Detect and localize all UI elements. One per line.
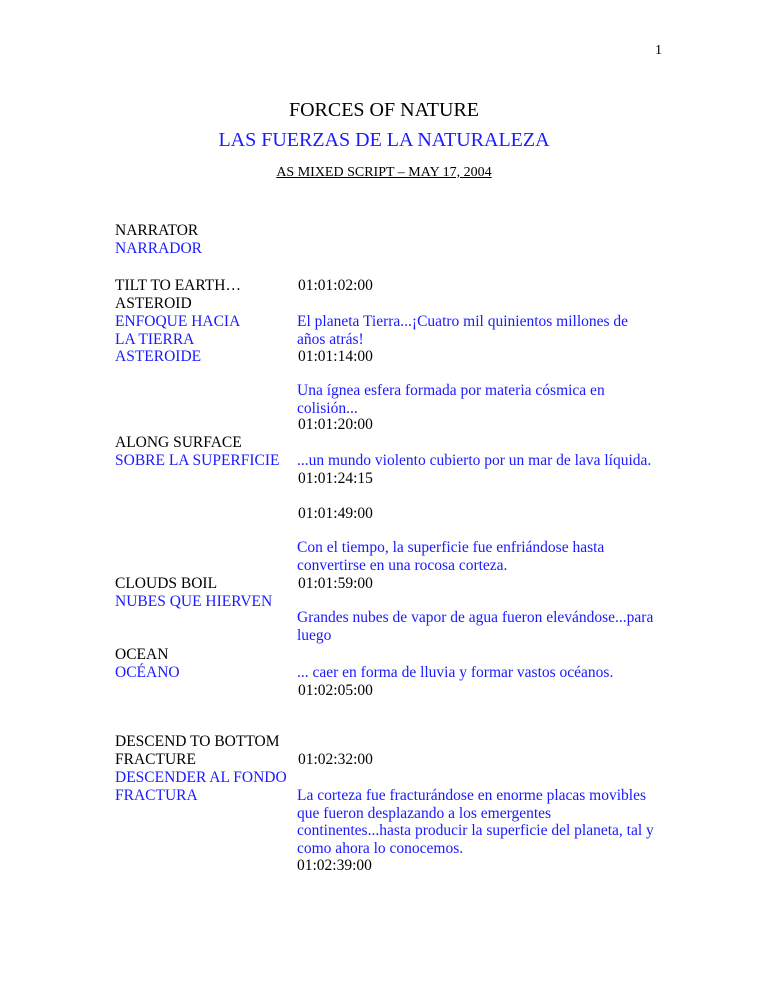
timecode: 01:02:05:00 [298,682,373,699]
timecode: 01:01:24:15 [298,470,373,487]
cue-ocean-spanish: OCÉANO [115,664,180,681]
timecode: 01:01:59:00 [298,575,373,592]
cue-clouds-boil-spanish: NUBES QUE HIERVEN [115,593,273,610]
cue-along-surface-spanish: SOBRE LA SUPERFICIE [115,452,280,469]
document-title: FORCES OF NATURE [288,99,480,121]
page-number: 1 [655,43,662,58]
document-subtitle: AS MIXED SCRIPT – MAY 17, 2004 [276,165,492,180]
narration-line: ... caer en forma de lluvia y formar vastos océanos. [297,664,614,681]
timecode: 01:02:39:00 [297,857,372,874]
narration-line: Grandes nubes de vapor de agua fueron elevándose...para luego [297,609,654,644]
cue-clouds-boil: CLOUDS BOIL [115,575,218,592]
narration-line: ...un mundo violento cubierto por un mar de lava líquida. [297,452,652,469]
timecode: 01:01:20:00 [298,416,373,433]
cue-descend-to-bottom: DESCEND TO BOTTOM FRACTURE [115,733,280,768]
cue-tilt-to-earth-spanish: ENFOQUE HACIA LA TIERRA ASTEROIDE [115,313,241,365]
timecode: 01:01:49:00 [298,505,373,522]
narrator-label: NARRATOR [115,222,199,239]
cue-descend-to-bottom-spanish: DESCENDER AL FONDO FRACTURA [115,769,287,804]
narration-line: Con el tiempo, la superficie fue enfriándose hasta convertirse en una rocosa corteza. [297,539,605,574]
timecode: 01:02:32:00 [298,751,373,768]
narration-line: El planeta Tierra...¡Cuatro mil quinientos millones de años atrás! [297,313,629,348]
narration-line: Una ígnea esfera formada por materia cósmica en colisión... [297,382,605,417]
cue-along-surface: ALONG SURFACE [115,434,242,451]
cue-ocean: OCEAN [115,646,169,663]
timecode: 01:01:14:00 [298,348,373,365]
timecode: 01:01:02:00 [298,277,373,294]
cue-tilt-to-earth: TILT TO EARTH… ASTEROID [115,277,241,312]
narration-line: La corteza fue fracturándose en enorme placas movibles que fueron desplazando a los emergentes continentes...hasta producir la superficie del planeta, tal y como ahora lo conocemos. [297,787,654,857]
document-title-spanish: LAS FUERZAS DE LA NATURALEZA [218,129,550,151]
narrator-label-spanish: NARRADOR [115,240,202,257]
